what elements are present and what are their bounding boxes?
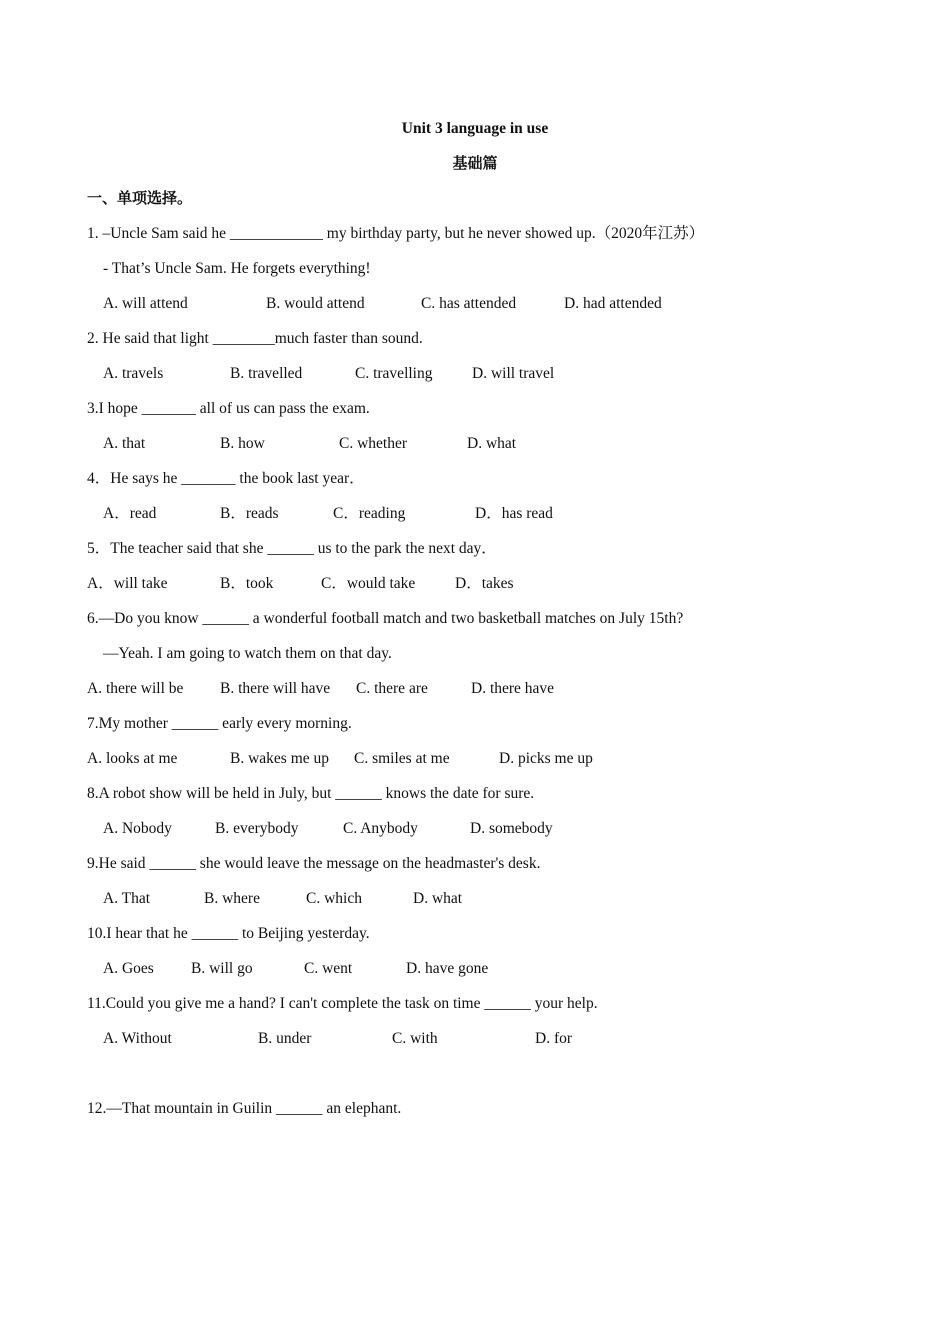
- question-8-option-a: A. Nobody: [103, 820, 172, 837]
- question-3-option-b: B. how: [220, 435, 265, 452]
- question-11-option-d: D. for: [535, 1030, 573, 1047]
- question-6-option-a: A. there will be: [87, 680, 184, 697]
- document-title: Unit 3 language in use: [401, 120, 549, 137]
- question-6-option-c: C. there are: [356, 680, 428, 697]
- question-11-option-b: B. under: [258, 1030, 312, 1047]
- question-9-option-c: C. which: [306, 890, 362, 907]
- question-9-option-d: D. what: [413, 890, 463, 907]
- question-9-option-b: B. where: [204, 890, 260, 907]
- question-7-option-b: B. wakes me up: [230, 750, 330, 767]
- question-10-option-b: B. will go: [191, 960, 253, 977]
- question-12-stem: 12.—That mountain in Guilin ______ an elephant.: [87, 1100, 402, 1117]
- question-8-stem: 8.A robot show will be held in July, but ______ knows the date for sure.: [87, 785, 535, 802]
- question-5-option-c: C．would take: [321, 575, 416, 592]
- question-2-option-c: C. travelling: [355, 365, 433, 382]
- question-1-response: - That’s Uncle Sam. He forgets everything!: [103, 260, 371, 277]
- question-10-stem: 10.I hear that he ______ to Beijing yesterday.: [87, 925, 370, 942]
- question-8-option-c: C. Anybody: [343, 820, 418, 837]
- question-8-option-d: D. somebody: [470, 820, 553, 837]
- question-4-option-d: D．has read: [475, 505, 553, 522]
- question-8-option-b: B. everybody: [215, 820, 299, 837]
- question-1-stem: 1. –Uncle Sam said he ____________ my birthday party, but he never showed up.（2020年江苏）: [87, 225, 705, 242]
- question-3-option-d: D. what: [467, 435, 517, 452]
- question-5-option-b: B．took: [220, 575, 274, 592]
- question-2-stem: 2. He said that light ________much faster than sound.: [87, 330, 423, 347]
- question-11-option-a: A. Without: [103, 1030, 172, 1047]
- section-heading: 一、单项选择。: [87, 189, 193, 207]
- question-1-option-c: C. has attended: [421, 295, 517, 312]
- question-2-option-d: D. will travel: [472, 365, 555, 382]
- question-7-option-d: D. picks me up: [499, 750, 593, 767]
- question-11-stem: 11.Could you give me a hand? I can't complete the task on time ______ your help.: [87, 995, 598, 1012]
- question-7-option-c: C. smiles at me: [354, 750, 450, 767]
- question-6-response: —Yeah. I am going to watch them on that day.: [103, 645, 392, 662]
- question-6-option-b: B. there will have: [220, 680, 331, 697]
- question-6-stem: 6.—Do you know ______ a wonderful football match and two basketball matches on July 15th?: [87, 610, 684, 627]
- document-subtitle: 基础篇: [452, 154, 498, 172]
- question-10-option-d: D. have gone: [406, 960, 489, 977]
- question-4-option-b: B．reads: [220, 505, 279, 522]
- question-3-option-c: C. whether: [339, 435, 408, 452]
- question-3-stem: 3.I hope _______ all of us can pass the exam.: [87, 400, 370, 417]
- question-10-option-a: A. Goes: [103, 960, 154, 977]
- question-5-option-d: D．takes: [455, 575, 514, 592]
- question-5-option-a: A．will take: [87, 575, 168, 592]
- question-4-option-a: A．read: [103, 505, 157, 522]
- question-5-stem: 5．The teacher said that she ______ us to the park the next day．: [87, 540, 497, 557]
- question-11-option-c: C. with: [392, 1030, 438, 1047]
- question-2-option-b: B. travelled: [230, 365, 303, 382]
- question-3-option-a: A. that: [103, 435, 146, 452]
- question-1-option-a: A. will attend: [103, 295, 188, 312]
- question-2-option-a: A. travels: [103, 365, 164, 382]
- question-1-option-d: D. had attended: [564, 295, 662, 312]
- question-9-option-a: A. That: [103, 890, 151, 907]
- question-1-option-b: B. would attend: [266, 295, 365, 312]
- question-9-stem: 9.He said ______ she would leave the message on the headmaster's desk.: [87, 855, 541, 872]
- question-6-option-d: D. there have: [471, 680, 555, 697]
- question-7-option-a: A. looks at me: [87, 750, 178, 767]
- question-10-option-c: C. went: [304, 960, 353, 977]
- question-7-stem: 7.My mother ______ early every morning.: [87, 715, 352, 732]
- question-4-option-c: C．reading: [333, 505, 406, 522]
- question-4-stem: 4．He says he _______ the book last year．: [87, 470, 365, 487]
